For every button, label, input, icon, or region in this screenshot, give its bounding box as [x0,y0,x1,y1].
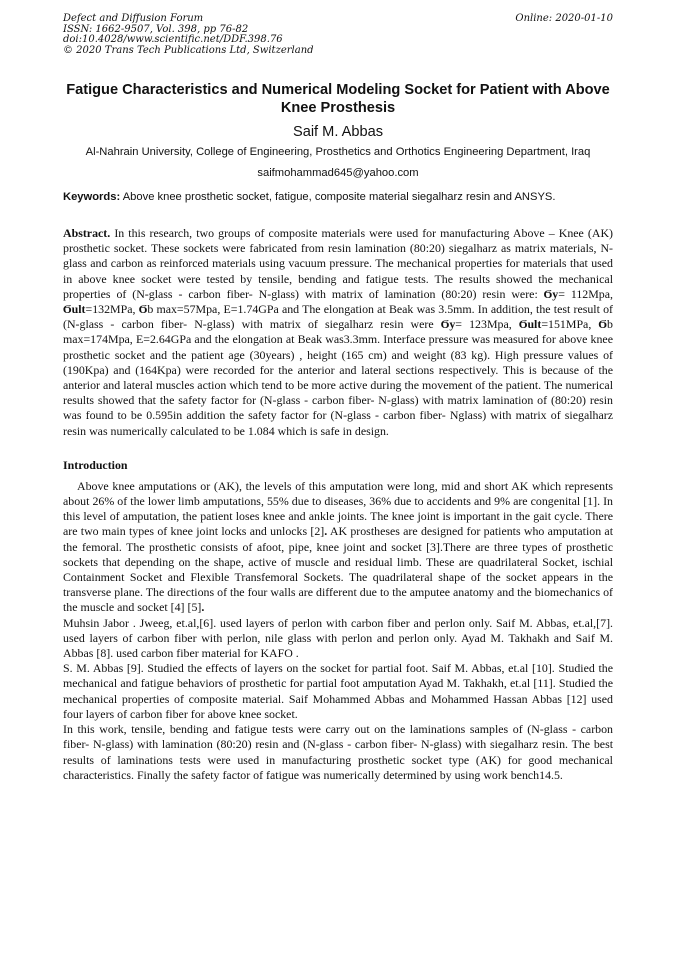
intro-p1-text-b: AK prostheses are designed for patients who amputation at the femoral. The prosthetic consists of afoot, pipe, knee joint and socket [3].There are three types of prosthetic sockets that depending on the shape, active of muscle and residual limb. These are quadrilateral Socket, ischial Containment Socket and Flexible Transfemoral Sockets. The quadrilateral shape of the socket appears in the transverse plane. The directions of the four walls are different due to the amputee anatomy and the biomechanics of the muscle and socket [4] [5] [63,524,613,615]
online-date: Online: 2020-01-10 [515,13,613,24]
paper-title: Fatigue Characteristics and Numerical Modeling Socket for Patient with Above Knee Prosthesis [66,82,610,116]
intro-p1-text-a: Above knee amputations or (AK), the levels of this amputation were long, mid and short AK which represents about 26% of the lower limb amputations, 55% due to diseases, 36% due to accidents and 9% are congenital [1]. In this level of amputation, the patient loses knee and ankle joints. The knee joint is important in the gait cycle. There are two main types of knee joint locks and unlocks [2] [63,478,613,539]
paper-page [63,14,613,783]
intro-p1-bold-dot: . [324,524,328,539]
abstract [63,226,613,439]
abstract-symbol-bending-2: Ϭ [598,317,608,332]
journal-copyright: © 2020 Trans Tech Publications Ltd, Switzerland [63,44,314,56]
abstract-symbol-yield-2: Ϭy [440,317,456,332]
abstract-text-6: =151MPa, [541,317,599,332]
abstract-text-4: b max=57Mpa, E=1.74GPa and The elongation at Beak was 3.5mm. In addition, the test result of (N-glass - carbon fiber- N-glass) with matrix of siegalharz resin were [63,302,614,332]
journal-header [63,14,613,64]
introduction-paragraph-3: S. M. Abbas [9]. Studied the effects of layers on the socket for partial foot. Saif M. Abbas, et.al [10]. Studied the mechanical and fatigue behaviors of prosthetic for partial foot amputation Ayad M. Takhakh, et.al [11]. Studied the mechanical properties of composite material. Saif Mohammed Abbas and Mohammed Hassan Abbas [12] used four layers of carbon fiber for above knee socket. [63,661,613,721]
abstract-text-3: =132MPa, [85,302,139,317]
abstract-text-2: = 112Mpa, [558,286,613,301]
journal-doi[interactable]: doi:10.4028/www.scientific.net/DDF.398.76 [63,34,283,46]
keywords-label: Keywords: [63,191,121,203]
author-affiliation: Al-Nahrain University, College of Engineering, Prosthetics and Orthotics Engineering Department, Iraq [85,146,591,158]
abstract-symbol-ultimate-2: Ϭult [518,317,542,332]
abstract-text-5: = 123Mpa, [455,317,519,332]
introduction-paragraph-2: Muhsin Jabor . Jweeg, et.al,[6]. used layers of perlon with carbon fiber and perlon only. Saif M. Abbas, et.al,[7]. used layers of carbon fiber with perlon, nile glass with perlon and perlon only. Ayad M. Takhakh and Saif M. Abbas [8]. used carbon fiber material for KAFO . [63,615,613,661]
author-name: Saif M. Abbas [292,124,384,140]
abstract-symbol-ultimate: Ϭult [63,302,86,317]
author-email[interactable]: saifmohammad645@yahoo.com [257,167,419,179]
abstract-label: Abstract. [63,226,111,240]
abstract-symbol-yield: Ϭy [543,286,559,301]
abstract-text-7: b max=174Mpa, E=2.64GPa and the elongation at Beak was3.3mm. Interface pressure was measured for above knee prosthetic socket and the patient age (30years) , height (165 cm) and weight (83 kg). High pressure values of (190Kpa) and (164Kpa) were recorded for the anterior and lateral sections respectively. This is because of the anterior and lateral muscles action which tend to be more active during the movement of the patient. The numerical results showed that the safety factor for (N-glass - carbon fiber- N-glass) with matrix lamination of (80:20) resin was found to be 0.595in addition the safety factor for (N-glass - carbon fiber- Nglass) with matrix of siegalharz resin was numerically calculated to be 1.084 which is safe in design. [63,317,613,438]
keywords [63,190,613,205]
intro-p1-bold-end: . [201,600,205,615]
abstract-text-1: In this research, two groups of composite materials were used for manufacturing Above – Knee (AK) prosthetic socket. These sockets were fabricated from resin lamination (80:20) siegalharz as matrix materials, N-glass and carbon as reinforced materials using vacuum pressure. The mechanical properties for materials that used in above knee socket were tested by tensile, bending and fatigue tests. The results showed the mechanical properties of (N-glass - carbon fiber- N-glass) with matrix of lamination (80:20) resin were: [63,226,613,301]
introduction-paragraph-1 [63,479,613,616]
journal-issn: ISSN: 1662-9507, Vol. 398, pp 76-82 [63,23,249,35]
keywords-text: Above knee prosthetic socket, fatigue, composite material siegalharz resin and ANSYS. [120,191,556,203]
introduction-paragraph-4: In this work, tensile, bending and fatigue tests were carry out on the laminations samples of (N-glass - carbon fiber- N-glass) with lamination (80:20) resin and (N-glass - carbon fiber- N-glass) with siegalharz resin. The best results of laminations tests were used in manufacturing prosthetic socket type (AK) for good mechanical characteristics. Finally the safety factor of fatigue was numerically determined by using work bench14.5. [63,722,613,782]
journal-name: Defect and Diffusion Forum [63,13,204,24]
abstract-symbol-bending: Ϭ [138,302,148,317]
introduction-heading: Introduction [63,457,128,472]
